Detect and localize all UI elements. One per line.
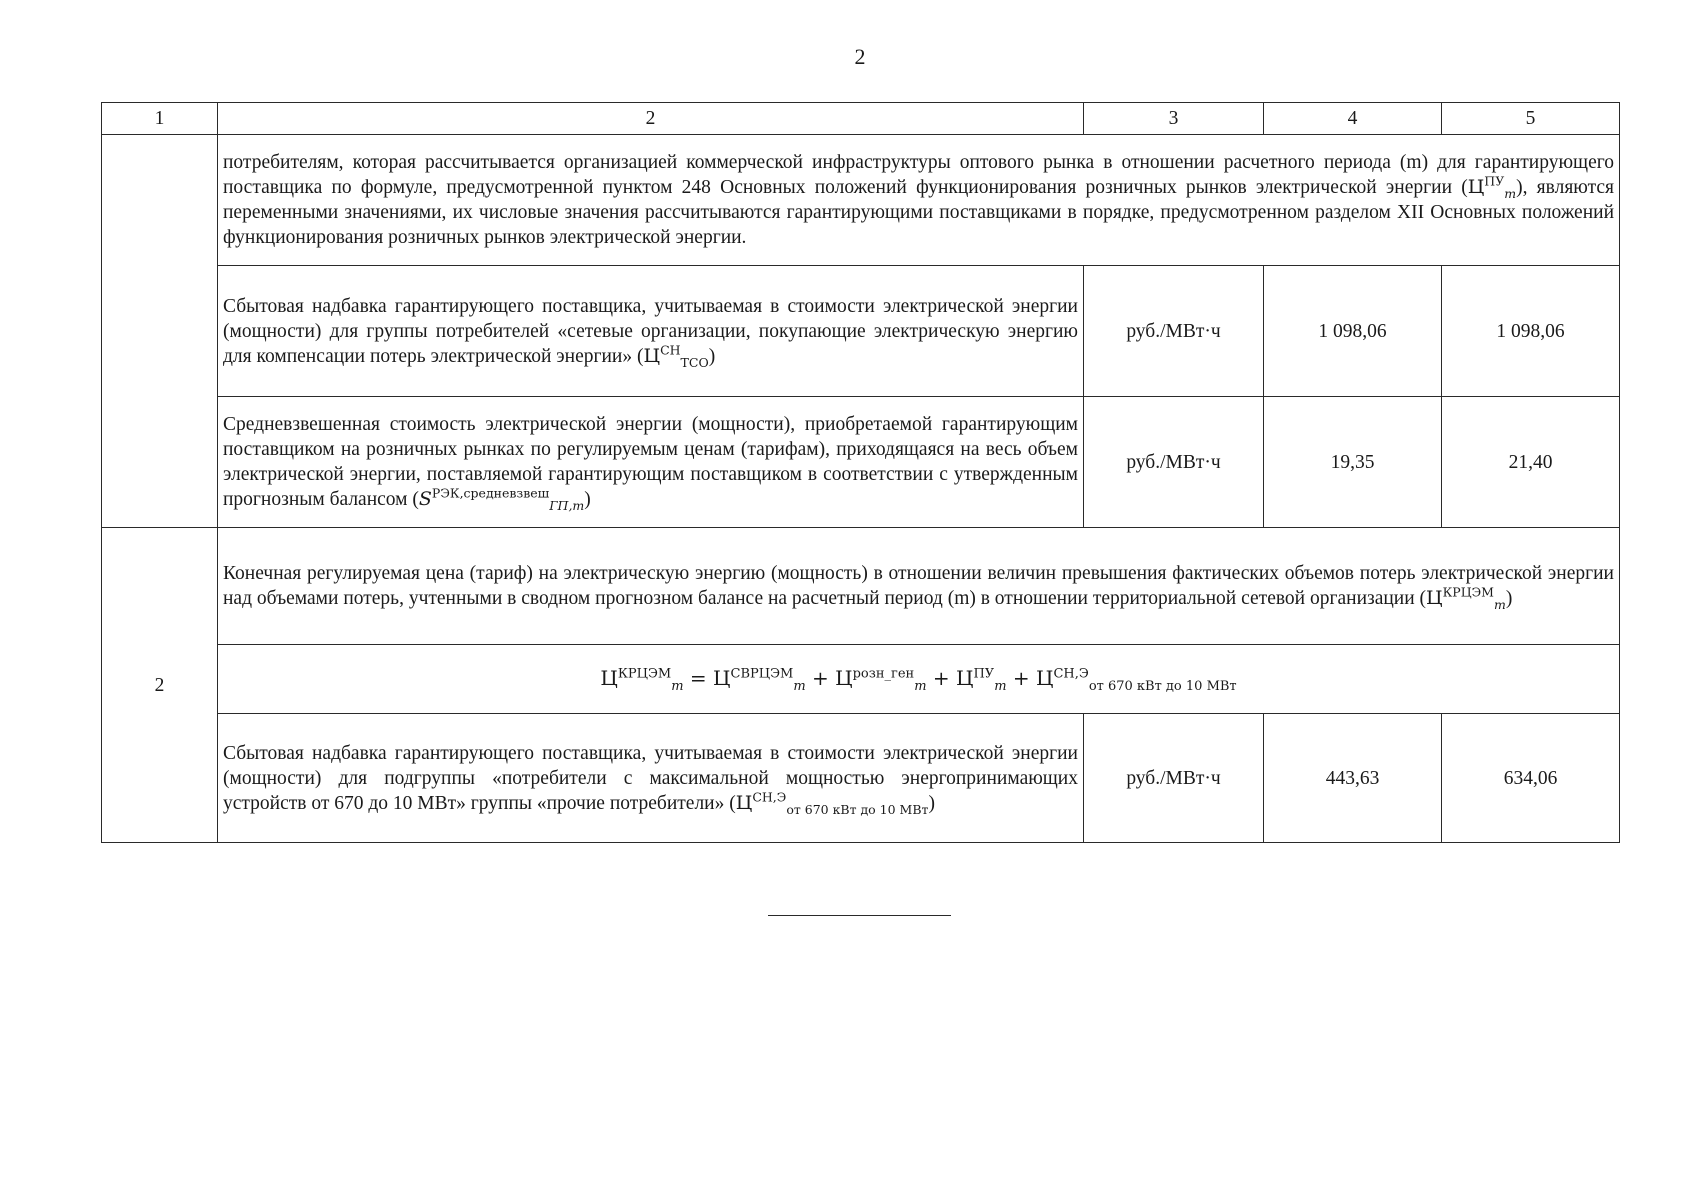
symbol-sub: m (793, 679, 806, 694)
symbol-base: Ц (713, 666, 731, 690)
symbol-sub: m (914, 679, 927, 694)
header-row (102, 103, 1620, 135)
formula-plus: + (932, 666, 950, 690)
tso-value-5: 1 098,06 (1442, 266, 1620, 397)
symbol-base: Ц (600, 666, 618, 690)
markup-value-4: 443,63 (1264, 714, 1442, 843)
formula-plus: + (812, 666, 829, 690)
header-col-3: 3 (1084, 103, 1264, 135)
formula (600, 666, 1237, 694)
rek-text-after: ) (584, 489, 591, 510)
table-row (102, 714, 1620, 843)
formula-plus: + (1012, 666, 1030, 690)
formula-term-4 (1036, 666, 1237, 694)
tso-text-after: ) (708, 345, 716, 367)
symbol-base: Ц (835, 666, 853, 690)
symbol-sup: КРЦЭМ (617, 666, 672, 682)
end-rule (768, 915, 951, 916)
symbol-sub: ТСО (680, 354, 709, 370)
header-col-2: 2 (218, 103, 1084, 135)
markup-value-5: 634,06 (1442, 714, 1620, 843)
symbol-base: Ц (643, 344, 661, 367)
formula-equals: = (689, 666, 707, 690)
tariff-table (101, 102, 1620, 843)
tso-value-4: 1 098,06 (1264, 266, 1442, 397)
page-number: 2 (854, 44, 866, 69)
tso-text: Сбытовая надбавка гарантирующего поставщика, учитываемая в стоимости электрической энергии (мощности) для группы потребителей «сетевые организации, покупающие электрическую энергию для компенсации потерь электрической энергии» ( (223, 295, 1078, 367)
formula-term-2 (835, 666, 927, 694)
header-col-1: 1 (102, 103, 218, 135)
symbol-sub: m (1493, 596, 1506, 612)
section2-title: Конечная регулируемая цена (тариф) на электрическую энергию (мощность) в отношении величин превышения фактических объемов потерь электрической энергии над объемами потерь, учтенными в сводном прогнозном балансе на расчетный период (m) в отношении территориальной сетевой организации ( (223, 563, 1614, 609)
symbol-sup: ПУ (1484, 173, 1505, 189)
section-number: 2 (102, 528, 218, 843)
table-row (102, 397, 1620, 528)
header-col-5: 5 (1442, 103, 1620, 135)
formula-term-1 (713, 666, 806, 694)
markup-unit: руб./МВт·ч (1084, 714, 1264, 843)
symbol-sup: СВРЦЭМ (730, 666, 794, 682)
symbol-sup: ПУ (973, 666, 995, 682)
symbol-sub: ГП,m (549, 497, 585, 513)
formula-lhs (600, 666, 684, 694)
table-row (102, 645, 1620, 714)
symbol-sup: СН,Э (752, 789, 787, 805)
section2-title-after: ) (1505, 588, 1513, 609)
rek-value-4: 19,35 (1264, 397, 1442, 528)
table-row (102, 528, 1620, 645)
symbol-sup: СН,Э (1053, 666, 1089, 682)
symbol-sup: СН (660, 342, 681, 358)
continuation-text-cell (218, 135, 1620, 266)
symbol-c-m-krcem (1426, 584, 1506, 612)
row-number-empty (102, 135, 218, 528)
symbol-sub: m (994, 679, 1007, 694)
rek-value-5: 21,40 (1442, 397, 1620, 528)
rek-text: Средневзвешенная стоимость электрической энергии (мощности), приобретаемой гарантирующим поставщиком на розничных рынках по регулируемым ценам (тарифам), приходящаяся на весь объем электрической энергии, поставляемой гарантирующим поставщиком в соответствии с утвержденным прогнозным балансом ( (223, 414, 1078, 510)
formula-cell (218, 645, 1620, 714)
symbol-sub: от 670 кВт до 10 МВт (786, 801, 929, 817)
continuation-text: потребителям, которая рассчитывается организацией коммерческой инфраструктуры оптового рынка в отношении расчетного периода (m) для гарантирующего поставщика по формуле, предусмотренной пунктом 248 Основных положений функционирования розничных рынков электрической энергии ( (223, 152, 1614, 198)
symbol-sub: от 670 кВт до 10 МВт (1088, 679, 1237, 694)
symbol-base: S (418, 488, 432, 510)
section2-title-cell (218, 528, 1620, 645)
markup-text-after: ) (928, 792, 935, 814)
symbol-base: Ц (1036, 666, 1054, 690)
header-col-4: 4 (1264, 103, 1442, 135)
symbol-c-m-pu (1467, 173, 1517, 201)
symbol-base: Ц (1426, 587, 1443, 609)
table-row (102, 135, 1620, 266)
symbol-base: Ц (735, 791, 753, 814)
symbol-base: Ц (1467, 176, 1485, 198)
tso-unit: руб./МВт·ч (1084, 266, 1264, 397)
symbol-c-tso-sn (643, 342, 709, 370)
symbol-sup: РЭК,средневзвеш (431, 485, 550, 501)
tso-description (218, 266, 1084, 397)
markup-text: Сбытовая надбавка гарантирующего поставщика, учитываемая в стоимости электрической энергии (мощности) для подгруппы «потребители с максимальной мощностью энергопринимающих устройств от 670 до 10 МВт» группы «прочие потребители» ( (223, 742, 1078, 814)
symbol-sub: m (671, 679, 684, 694)
symbol-c-sn-e (735, 789, 929, 817)
symbol-s-gp-rek (418, 485, 585, 513)
rek-description (218, 397, 1084, 528)
rek-unit: руб./МВт·ч (1084, 397, 1264, 528)
symbol-sub: m (1504, 185, 1517, 201)
table-row (102, 266, 1620, 397)
symbol-base: Ц (956, 666, 974, 690)
markup-description (218, 714, 1084, 843)
continuation-text-after: ), являются переменными значениями, их числовые значения рассчитываются гарантирующими поставщиками в порядке, предусмотренном разделом XII Основных положений функционирования розничных рынков электрической энергии. (223, 177, 1614, 248)
formula-term-3 (956, 666, 1007, 694)
symbol-sup: КРЦЭМ (1442, 584, 1494, 600)
symbol-sup: розн_ген (852, 666, 915, 682)
